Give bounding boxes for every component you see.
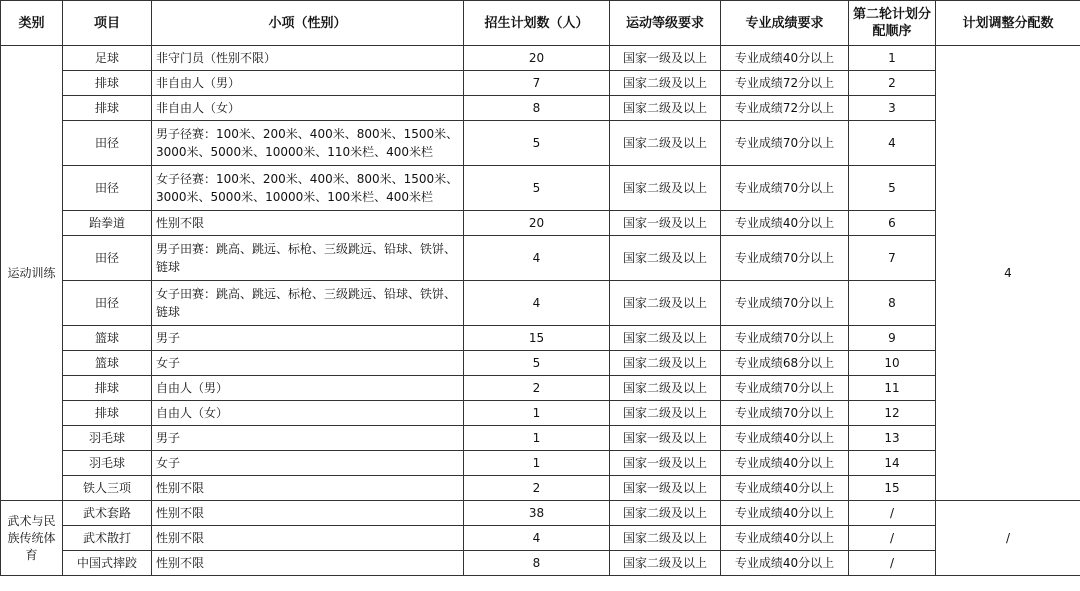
order-cell: 13 [849,426,936,451]
score-cell: 专业成绩40分以上 [721,426,849,451]
subitem-cell: 女子径赛：100米、200米、400米、800米、1500米、3000米、5000米、10000米、100米栏、400米栏 [152,166,464,211]
subitem-cell: 非自由人（男） [152,71,464,96]
order-cell: 15 [849,476,936,501]
order-cell: 10 [849,351,936,376]
item-cell: 武术散打 [63,526,152,551]
level-cell: 国家二级及以上 [610,96,721,121]
category-cell: 武术与民族传统体育 [1,501,63,576]
level-cell: 国家一级及以上 [610,476,721,501]
score-cell: 专业成绩40分以上 [721,46,849,71]
level-cell: 国家一级及以上 [610,211,721,236]
order-cell: / [849,501,936,526]
order-cell: 5 [849,166,936,211]
level-cell: 国家二级及以上 [610,166,721,211]
level-cell: 国家二级及以上 [610,551,721,576]
header-subitem: 小项（性别） [152,1,464,46]
table-row [1,71,1080,96]
subitem-cell: 自由人（女） [152,401,464,426]
item-cell: 篮球 [63,326,152,351]
subitem-cell: 女子 [152,451,464,476]
table-row [1,376,1080,401]
plan-cell: 5 [464,166,610,211]
subitem-cell: 性别不限 [152,476,464,501]
level-cell: 国家二级及以上 [610,121,721,166]
table-body [1,46,1080,576]
item-cell: 田径 [63,281,152,326]
level-cell: 国家二级及以上 [610,376,721,401]
header-level: 运动等级要求 [610,1,721,46]
order-cell: 1 [849,46,936,71]
table-row [1,96,1080,121]
subitem-cell: 女子田赛：跳高、跳远、标枪、三级跳远、铅球、铁饼、链球 [152,281,464,326]
item-cell: 排球 [63,71,152,96]
table-row [1,46,1080,71]
score-cell: 专业成绩70分以上 [721,281,849,326]
plan-cell: 4 [464,236,610,281]
order-cell: 14 [849,451,936,476]
plan-cell: 38 [464,501,610,526]
subitem-cell: 非自由人（女） [152,96,464,121]
header-item: 项目 [63,1,152,46]
table-row [1,401,1080,426]
level-cell: 国家二级及以上 [610,351,721,376]
table-row [1,451,1080,476]
score-cell: 专业成绩70分以上 [721,326,849,351]
subitem-cell: 男子田赛：跳高、跳远、标枪、三级跳远、铅球、铁饼、链球 [152,236,464,281]
subitem-cell: 男子 [152,326,464,351]
plan-cell: 4 [464,526,610,551]
header-adjust: 计划调整分配数 [936,1,1080,46]
score-cell: 专业成绩68分以上 [721,351,849,376]
score-cell: 专业成绩70分以上 [721,166,849,211]
plan-cell: 8 [464,96,610,121]
order-cell: 7 [849,236,936,281]
item-cell: 篮球 [63,351,152,376]
table-row [1,326,1080,351]
item-cell: 武术套路 [63,501,152,526]
level-cell: 国家二级及以上 [610,71,721,96]
item-cell: 田径 [63,236,152,281]
level-cell: 国家一级及以上 [610,46,721,71]
score-cell: 专业成绩40分以上 [721,501,849,526]
score-cell: 专业成绩70分以上 [721,401,849,426]
table-row [1,121,1080,166]
adjust-cell: / [936,501,1080,576]
subitem-cell: 性别不限 [152,526,464,551]
adjust-cell: 4 [936,46,1080,501]
level-cell: 国家二级及以上 [610,281,721,326]
plan-cell: 4 [464,281,610,326]
level-cell: 国家一级及以上 [610,426,721,451]
table-row [1,166,1080,211]
table-row [1,211,1080,236]
score-cell: 专业成绩70分以上 [721,376,849,401]
item-cell: 羽毛球 [63,426,152,451]
score-cell: 专业成绩40分以上 [721,451,849,476]
plan-cell: 5 [464,351,610,376]
item-cell: 排球 [63,96,152,121]
level-cell: 国家二级及以上 [610,501,721,526]
plan-cell: 1 [464,451,610,476]
score-cell: 专业成绩70分以上 [721,236,849,281]
plan-cell: 2 [464,476,610,501]
order-cell: / [849,526,936,551]
subitem-cell: 性别不限 [152,551,464,576]
plan-cell: 20 [464,211,610,236]
plan-cell: 8 [464,551,610,576]
item-cell: 排球 [63,376,152,401]
level-cell: 国家二级及以上 [610,526,721,551]
score-cell: 专业成绩72分以上 [721,71,849,96]
subitem-cell: 性别不限 [152,501,464,526]
level-cell: 国家二级及以上 [610,401,721,426]
item-cell: 中国式摔跤 [63,551,152,576]
table-row [1,526,1080,551]
order-cell: 3 [849,96,936,121]
score-cell: 专业成绩40分以上 [721,551,849,576]
score-cell: 专业成绩70分以上 [721,121,849,166]
score-cell: 专业成绩40分以上 [721,211,849,236]
subitem-cell: 非守门员（性别不限） [152,46,464,71]
plan-cell: 5 [464,121,610,166]
order-cell: 2 [849,71,936,96]
table-row [1,501,1080,526]
item-cell: 足球 [63,46,152,71]
table-row [1,236,1080,281]
item-cell: 田径 [63,121,152,166]
subitem-cell: 自由人（男） [152,376,464,401]
score-cell: 专业成绩40分以上 [721,476,849,501]
header-row [1,1,1080,46]
plan-cell: 1 [464,426,610,451]
item-cell: 田径 [63,166,152,211]
table-row [1,426,1080,451]
level-cell: 国家二级及以上 [610,236,721,281]
table-row [1,281,1080,326]
score-cell: 专业成绩40分以上 [721,526,849,551]
plan-cell: 20 [464,46,610,71]
plan-cell: 1 [464,401,610,426]
category-cell: 运动训练 [1,46,63,501]
plan-cell: 15 [464,326,610,351]
order-cell: 11 [849,376,936,401]
item-cell: 排球 [63,401,152,426]
level-cell: 国家一级及以上 [610,451,721,476]
order-cell: 12 [849,401,936,426]
table-row [1,351,1080,376]
item-cell: 羽毛球 [63,451,152,476]
subitem-cell: 男子 [152,426,464,451]
order-cell: / [849,551,936,576]
subitem-cell: 女子 [152,351,464,376]
level-cell: 国家二级及以上 [610,326,721,351]
score-cell: 专业成绩72分以上 [721,96,849,121]
header-category: 类别 [1,1,63,46]
order-cell: 9 [849,326,936,351]
item-cell: 铁人三项 [63,476,152,501]
subitem-cell: 性别不限 [152,211,464,236]
order-cell: 8 [849,281,936,326]
header-order: 第二轮计划分配顺序 [849,1,936,46]
order-cell: 6 [849,211,936,236]
table-row [1,551,1080,576]
order-cell: 4 [849,121,936,166]
header-score: 专业成绩要求 [721,1,849,46]
plan-cell: 7 [464,71,610,96]
table-row [1,476,1080,501]
subitem-cell: 男子径赛：100米、200米、400米、800米、1500米、3000米、5000米、10000米、110米栏、400米栏 [152,121,464,166]
item-cell: 跆拳道 [63,211,152,236]
plan-cell: 2 [464,376,610,401]
header-plan: 招生计划数（人） [464,1,610,46]
